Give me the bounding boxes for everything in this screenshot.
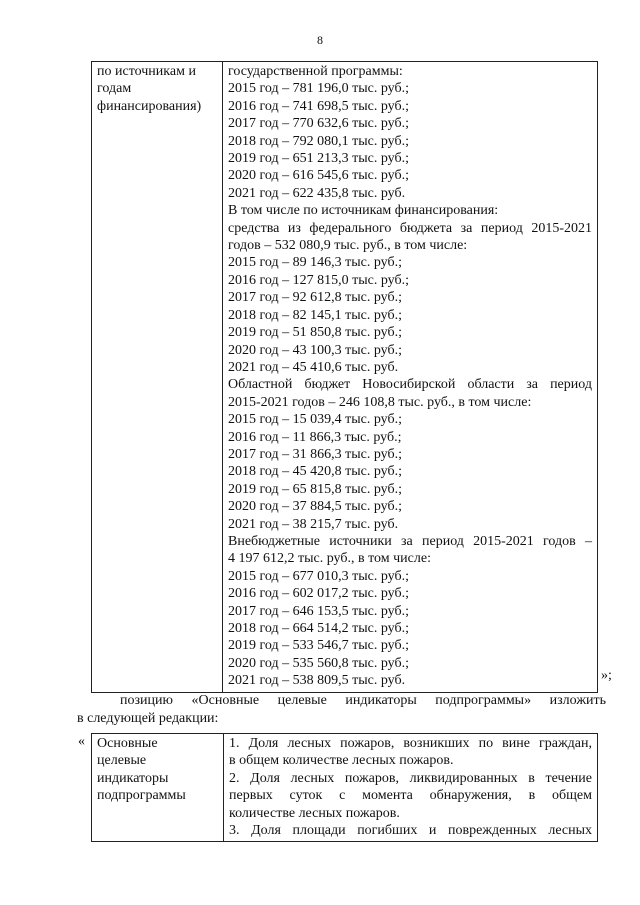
value-line: В том числе по источникам финансирования:: [228, 203, 499, 219]
closing-quote-mark: »;: [601, 668, 612, 683]
value-line: 3. Доля площади погибших и поврежденных лесных: [229, 823, 592, 839]
label-line: целевые: [97, 753, 147, 769]
value-line: 4 197 612,2 тыс. руб., в том числе:: [228, 551, 431, 567]
value-line: 2017 год – 770 632,6 тыс. руб.;: [228, 116, 409, 132]
value-line: 2019 год – 51 850,8 тыс. руб.;: [228, 325, 402, 341]
amendment-paragraph-line: позицию «Основные целевые индикаторы подпрограммы» изложить: [120, 693, 606, 708]
value-line: 2015 год – 677 010,3 тыс. руб.;: [228, 568, 409, 584]
indicators-table: [91, 733, 598, 842]
value-line: государственной программы:: [228, 64, 403, 79]
value-line: 2015-2021 годов – 246 108,8 тыс. руб., в том числе:: [228, 394, 532, 410]
value-line: 2018 год – 792 080,1 тыс. руб.;: [228, 133, 409, 149]
label-line: подпрограммы: [97, 788, 186, 804]
value-line: Внебюджетные источники за период 2015-2021 годов –: [228, 533, 592, 549]
label-line: по источникам и: [97, 64, 196, 79]
amendment-paragraph-line: в следующей редакции:: [77, 711, 219, 726]
label-line: Основные: [97, 736, 158, 751]
value-line: средства из федерального бюджета за период 2015-2021: [228, 220, 592, 236]
value-line: 2021 год – 538 809,5 тыс. руб.: [228, 673, 406, 689]
value-line: 2016 год – 127 815,0 тыс. руб.;: [228, 272, 409, 288]
value-line: 2020 год – 535 560,8 тыс. руб.;: [228, 655, 409, 671]
value-line: 2016 год – 741 698,5 тыс. руб.;: [228, 98, 409, 114]
value-line: 2018 год – 82 145,1 тыс. руб.;: [228, 307, 402, 323]
value-line: 2015 год – 89 146,3 тыс. руб.;: [228, 255, 402, 271]
label-line: индикаторы: [97, 770, 169, 786]
value-line: Областной бюджет Новосибирской области за период: [228, 377, 592, 393]
label-line: финансирования): [97, 98, 202, 114]
value-line: 2. Доля лесных пожаров, ликвидированных в течение: [229, 770, 592, 786]
financing-table-value-cell: [223, 62, 598, 693]
value-line: первых суток с момента обнаружения, в общем: [229, 788, 592, 804]
value-line: 2018 год – 664 514,2 тыс. руб.;: [228, 621, 409, 636]
value-line: 2017 год – 31 866,3 тыс. руб.;: [228, 446, 402, 462]
value-line: количестве лесных пожаров.: [229, 805, 400, 821]
value-line: 2021 год – 622 435,8 тыс. руб.: [228, 185, 406, 201]
value-line: 2015 год – 781 196,0 тыс. руб.;: [228, 81, 409, 97]
value-line: 2021 год – 45 410,6 тыс. руб.: [228, 359, 399, 375]
value-line: 2020 год – 616 545,6 тыс. руб.;: [228, 168, 409, 184]
label-line: годам: [97, 81, 132, 97]
value-line: 2021 год – 38 215,7 тыс. руб.: [228, 516, 399, 532]
value-line: 2019 год – 533 546,7 тыс. руб.;: [228, 638, 409, 654]
opening-quote-mark: «: [78, 734, 85, 749]
value-line: 2015 год – 15 039,4 тыс. руб.;: [228, 412, 402, 428]
financing-table: [91, 61, 598, 693]
value-line: 1. Доля лесных пожаров, возникших по вине граждан,: [229, 736, 592, 751]
financing-table-label-cell: [92, 62, 223, 693]
value-line: 2016 год – 11 866,3 тыс. руб.;: [228, 429, 402, 445]
value-line: 2018 год – 45 420,8 тыс. руб.;: [228, 464, 402, 480]
value-line: 2019 год – 651 213,3 тыс. руб.;: [228, 151, 409, 167]
value-line: годов – 532 080,9 тыс. руб., в том числе:: [228, 238, 468, 254]
value-line: в общем количестве лесных пожаров.: [229, 753, 454, 769]
value-line: 2017 год – 646 153,5 тыс. руб.;: [228, 603, 409, 619]
value-line: 2017 год – 92 612,8 тыс. руб.;: [228, 290, 402, 306]
value-line: 2020 год – 37 884,5 тыс. руб.;: [228, 499, 402, 515]
indicators-table-label-cell: [92, 734, 224, 842]
indicators-table-value-cell: [224, 734, 598, 842]
value-line: 2016 год – 602 017,2 тыс. руб.;: [228, 586, 409, 602]
page-number: 8: [317, 33, 323, 47]
value-line: 2019 год – 65 815,8 тыс. руб.;: [228, 481, 402, 497]
value-line: 2020 год – 43 100,3 тыс. руб.;: [228, 342, 402, 358]
